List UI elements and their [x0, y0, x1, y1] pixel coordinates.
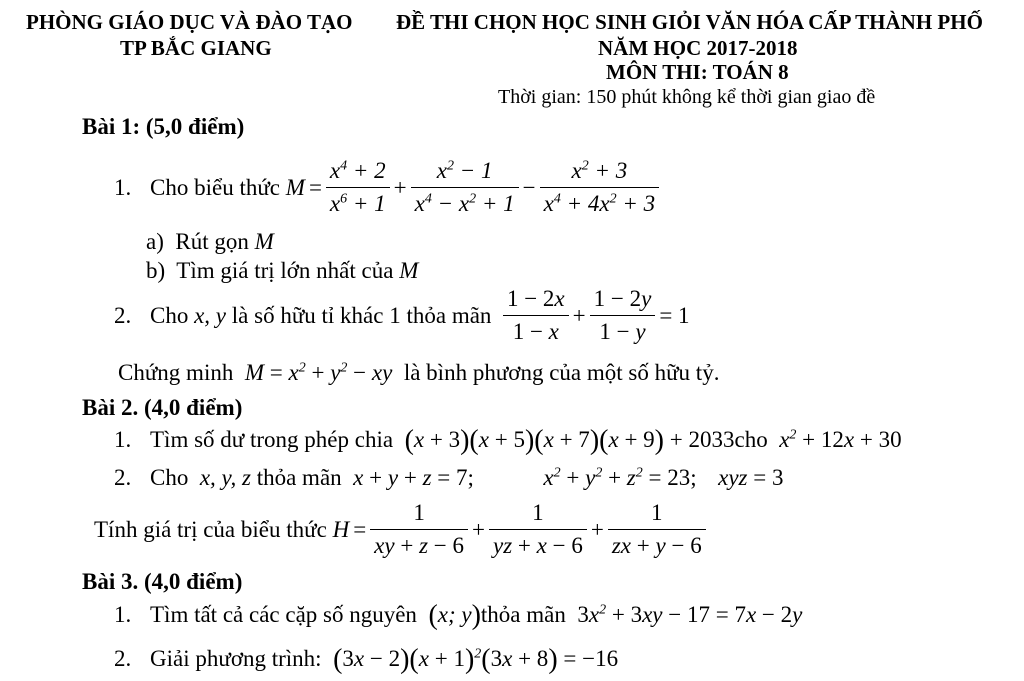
item-number: 1.: [114, 602, 132, 627]
q1-prefix: Cho biểu thức: [150, 174, 281, 200]
cho-word: cho: [734, 427, 768, 452]
bai3-q2: 2. Giải phương trình: $(3x - 2)(x + 1)^2(3x + 8) = -16$: [114, 644, 619, 675]
exam-title: ĐỀ THI CHỌN HỌC SINH GIỎI VĂN HÓA CẤP THÀNH PHỐ: [396, 10, 983, 34]
bai2-q1: 1. Tìm số dư trong phép chia (x + 3)(x + 5)(x + 7)(x + 9) + 2033cho $x^2 + 12x + 30$: [114, 425, 902, 456]
bai2-h: Tính giá trị của biểu thức H = $\frac{1}{xy + z - 6}$ + $\frac{1}{yz + x - 6}$ + $\frac{1}{zx + y - 6}$: [94, 500, 706, 559]
fraction-h2: $\frac{1}{yz + x - 6}$: [489, 500, 587, 559]
school-year: NĂM HỌC 2017-2018: [598, 36, 798, 60]
q2-text: Giải phương trình:: [150, 646, 322, 671]
vars: x, y, z: [199, 465, 251, 490]
h-text: Tính giá trị của biểu thức: [94, 516, 327, 542]
time-note: Thời gian: 150 phút không kể thời gian giao đề: [498, 86, 876, 108]
item-number: 1.: [114, 174, 132, 200]
bai3-q1: 1. Tìm tất cả các cặp số nguyên (x; y)thỏa mãn $3x^2 + 3xy - 17 = 7x - 2y$: [114, 600, 803, 631]
item-number: 2.: [114, 302, 132, 328]
q1-text: Tìm tất cả các cặp số nguyên: [150, 602, 417, 627]
dept-name: PHÒNG GIÁO DỤC VÀ ĐÀO TẠO: [26, 10, 353, 34]
eq3-rhs: 3: [771, 465, 784, 490]
subject: MÔN THI: TOÁN 8: [606, 60, 789, 84]
fraction-h1: $\frac{1}{xy + z - 6}$: [370, 500, 468, 559]
bai2-q2: 2. Cho x, y, z thỏa mãn x + y + z = 7; $x^2 + y^2 + z^2 = 23$; xyz = 3: [114, 465, 784, 490]
eq1-rhs: 7;: [456, 465, 474, 490]
eq2-rhs: 23;: [667, 465, 697, 490]
var-m: M: [285, 174, 305, 200]
bai1-prove: Chứng minh $M = x^2 + y^2$ − xy là bình phương của một số hữu tỷ.: [118, 360, 720, 385]
q2-text: thỏa mãn: [256, 465, 342, 490]
bai2-title: Bài 2. (4,0 điểm): [82, 395, 243, 420]
sub-text: Rút gọn: [175, 229, 249, 254]
bai3-title: Bài 3. (4,0 điểm): [82, 569, 243, 594]
q1-text: Tìm số dư trong phép chia: [150, 427, 394, 452]
q2-prefix: Cho: [150, 465, 189, 490]
bai1-q1: 1. Cho biểu thức M = $\frac{x^4 + 2}{x^6 + 1}$ + $\frac{x^2 - 1}{x^4 - x^2 + 1}$ − $\frac{x^2 + 3}{x^4 + 4x^2 + 3}$: [114, 158, 659, 217]
constant: 2033: [688, 427, 735, 452]
fraction-5: $\frac{1 - 2y}{1 - y}$: [590, 286, 656, 345]
var-m: M: [254, 229, 274, 254]
q2-prefix: Cho: [150, 302, 189, 328]
bai1-q2: 2. Cho x, y là số hữu tỉ khác 1 thỏa mãn $\frac{1 - 2x}{1 - x}$ + $\frac{1 - 2y}{1 - y}$ = 1: [114, 286, 690, 344]
item-number: 1.: [114, 427, 132, 452]
bai1-title: Bài 1: (5,0 điểm): [82, 114, 245, 139]
sub-text: Tìm giá trị lớn nhất của: [176, 258, 394, 283]
fraction-4: $\frac{1 - 2x}{1 - x}$: [503, 286, 569, 345]
fraction-2: $\frac{x^2 - 1}{x^4 - x^2 + 1}$: [411, 158, 519, 217]
bai1-q1b: [146, 258, 418, 284]
fraction-1: $\frac{x^4 + 2}{x^6 + 1}$: [326, 158, 390, 217]
sub-label: b): [146, 258, 166, 283]
prove-suffix: là bình phương của một số hữu tỷ.: [403, 360, 720, 385]
sub-label: a): [146, 229, 164, 254]
city-name: TP BẮC GIANG: [120, 36, 272, 60]
vars: x, y: [194, 302, 227, 328]
item-number: 2.: [114, 465, 132, 490]
q2-text: là số hữu tỉ khác 1 thỏa mãn: [231, 302, 492, 328]
q2-rhs: −16: [582, 646, 619, 671]
item-number: 2.: [114, 646, 132, 671]
var-m: M: [399, 258, 419, 283]
fraction-3: $\frac{x^2 + 3}{x^4 + 4x^2 + 3}$: [540, 158, 659, 217]
prove-prefix: Chứng minh: [118, 360, 234, 385]
fraction-h3: $\frac{1}{zx + y - 6}$: [608, 500, 706, 559]
bai1-q1a: [146, 229, 274, 255]
q1-mid: thỏa mãn: [480, 602, 566, 627]
